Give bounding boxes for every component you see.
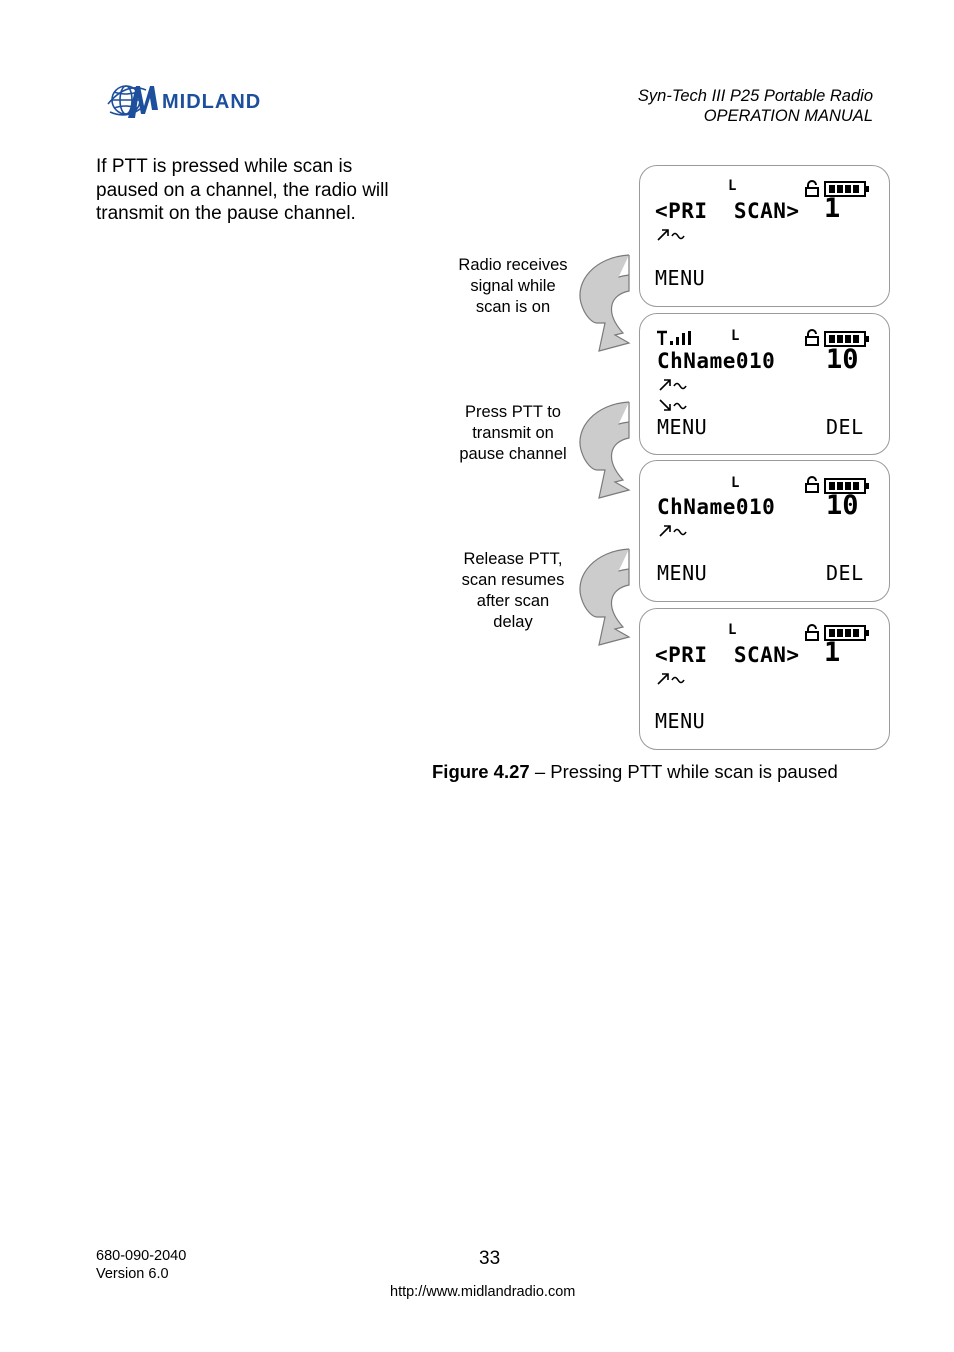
callout-receive: Radio receives signal while scan is on	[458, 256, 568, 316]
channel-number: 10	[826, 490, 859, 521]
signal-strength-icon	[656, 330, 696, 346]
figure-caption-text: – Pressing PTT while scan is paused	[529, 761, 838, 782]
channel-number: 10	[826, 344, 859, 375]
figure-caption	[432, 761, 838, 783]
document-version: Version 6.0	[96, 1266, 169, 1282]
indicator-l: L	[731, 475, 740, 491]
left-softkey: MENU	[655, 709, 706, 733]
left-softkey: MENU	[657, 415, 708, 439]
header-title: Syn-Tech III P25 Portable Radio	[637, 87, 873, 105]
indicator-l: L	[728, 178, 737, 194]
receive-icon	[658, 524, 690, 537]
screen-line: ChName010	[657, 495, 776, 519]
transmit-icon	[658, 398, 690, 411]
intro-paragraph: If PTT is pressed while scan is paused on a channel, the radio will transmit on the pause channel.	[96, 156, 389, 224]
radio-screen-scan	[639, 165, 890, 307]
screen-line: ChName010	[657, 349, 776, 373]
curved-arrow-icon	[575, 398, 635, 518]
curved-arrow-icon	[575, 251, 635, 371]
receive-icon	[656, 228, 688, 241]
left-softkey: MENU	[655, 266, 706, 290]
curved-arrow-icon	[575, 545, 635, 665]
scan-lock-icon	[804, 624, 820, 641]
indicator-l: L	[731, 328, 740, 344]
page-number: 33	[479, 1248, 501, 1269]
screen-line: <PRI SCAN>	[655, 199, 800, 223]
indicator-l: L	[728, 622, 737, 638]
channel-number: 1	[824, 637, 841, 668]
callout-release-ptt: Release PTT, scan resumes after scan delay	[461, 550, 565, 631]
radio-screen-receiving	[639, 313, 890, 455]
channel-number: 1	[824, 193, 841, 224]
header-subtitle: OPERATION MANUAL	[703, 107, 873, 125]
callout-press-ptt: Press PTT to transmit on pause channel	[459, 403, 567, 463]
left-softkey: MENU	[657, 561, 708, 585]
screen-line: <PRI SCAN>	[655, 643, 800, 667]
scan-lock-icon	[804, 180, 820, 197]
receive-icon	[656, 672, 688, 685]
right-softkey: DEL	[826, 561, 864, 585]
figure-label: Figure 4.27	[432, 761, 530, 782]
globe-icon	[106, 78, 300, 122]
radio-screen-transmitting	[639, 460, 890, 602]
midland-logo	[106, 78, 300, 122]
scan-lock-icon	[804, 329, 820, 346]
document-number: 680-090-2040	[96, 1248, 187, 1264]
right-softkey: DEL	[826, 415, 864, 439]
radio-screen-scan-resumed	[639, 608, 890, 750]
svg-text:MIDLAND: MIDLAND	[162, 91, 262, 113]
scan-lock-icon	[804, 476, 820, 493]
receive-icon	[658, 378, 690, 391]
footer-url[interactable]: http://www.midlandradio.com	[390, 1284, 576, 1300]
